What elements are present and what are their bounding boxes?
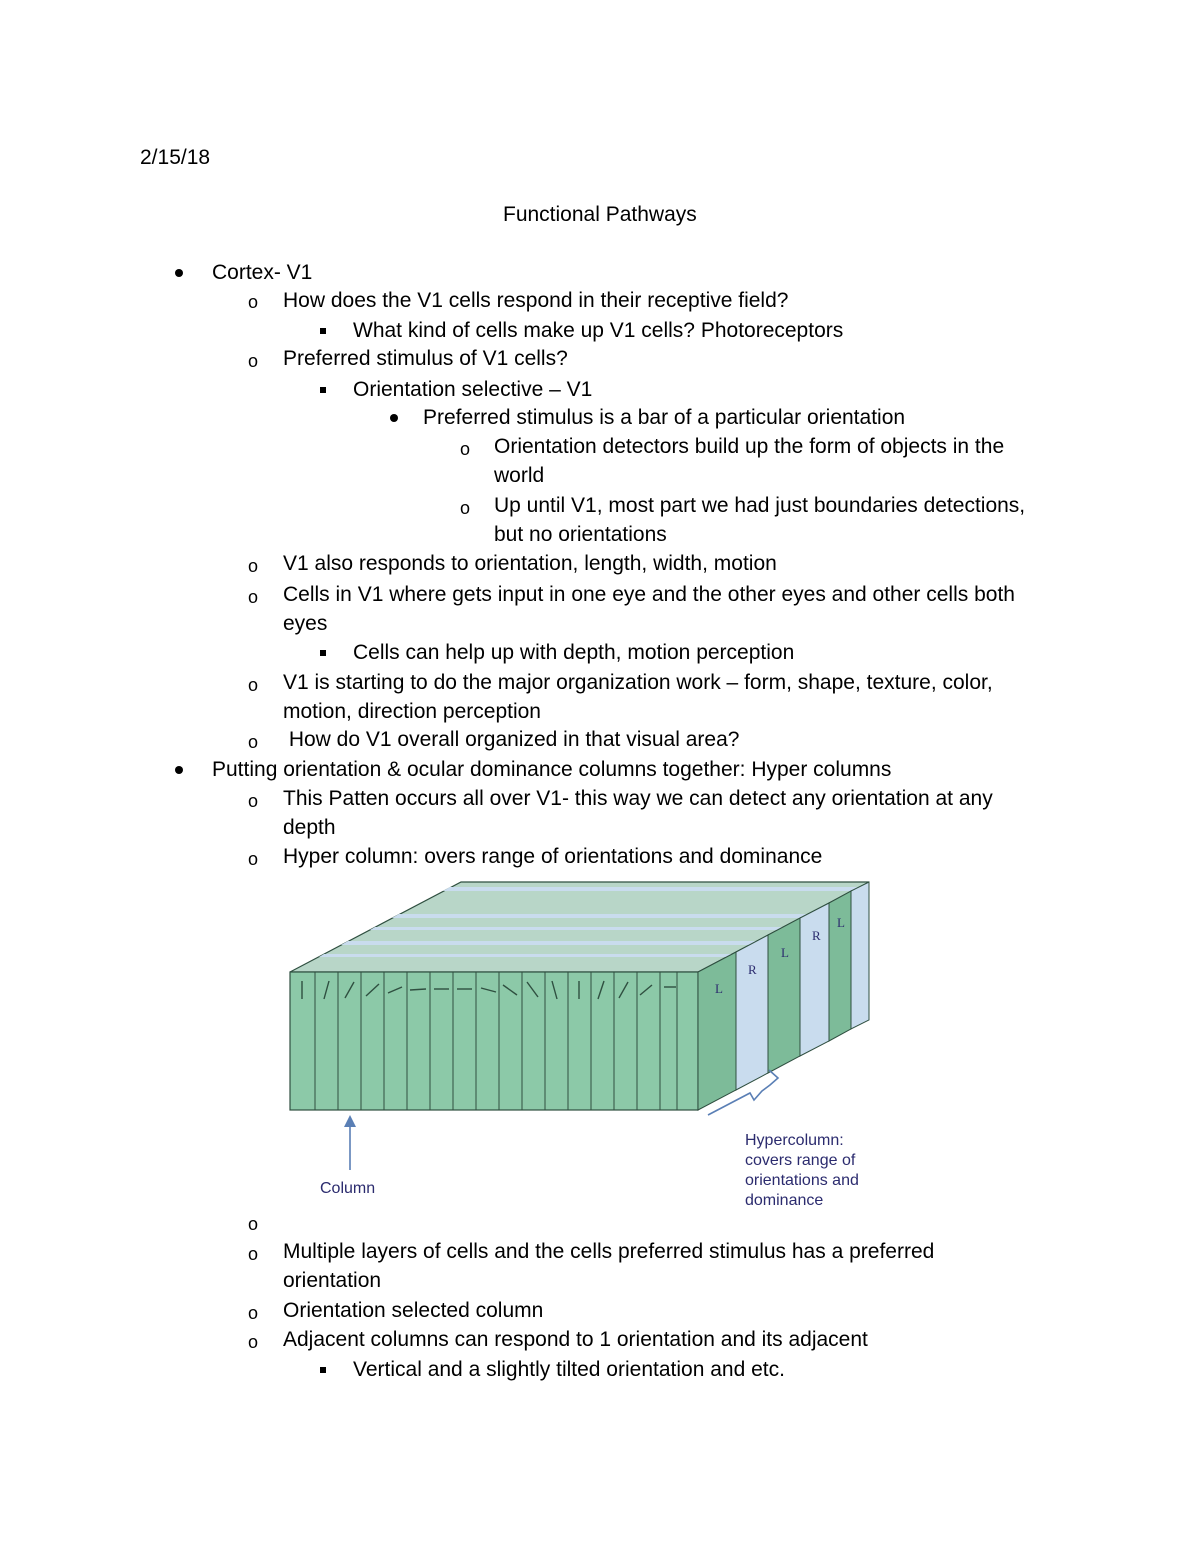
list-item: eyes bbox=[283, 612, 328, 635]
bullet-circle: o bbox=[248, 1332, 259, 1352]
bullet-circle: o bbox=[248, 732, 259, 752]
eye-label: L bbox=[715, 981, 723, 996]
hypercolumn-diagram bbox=[284, 875, 890, 1215]
list-item: Cortex- V1 bbox=[212, 261, 313, 284]
list-item: Orientation detectors build up the form of objects in the bbox=[494, 435, 1005, 458]
list-item: Hyper column: overs range of orientations and dominance bbox=[283, 845, 823, 868]
bullet-circle: o bbox=[248, 849, 259, 869]
list-item: Adjacent columns can respond to 1 orientation and its adjacent bbox=[283, 1328, 868, 1351]
list-item: What kind of cells make up V1 cells? Photoreceptors bbox=[353, 319, 844, 342]
side-stripe-blue bbox=[736, 935, 768, 1090]
list-item: How does the V1 cells respond in their receptive field? bbox=[283, 289, 789, 312]
side-stripe-blue bbox=[800, 903, 829, 1056]
list-item: depth bbox=[283, 816, 336, 839]
side-stripe-green bbox=[768, 918, 800, 1073]
side-stripe-blue bbox=[851, 882, 869, 1029]
page-title: Functional Pathways bbox=[503, 203, 697, 226]
hypercolumn-label: orientations and bbox=[745, 1172, 859, 1189]
bullet-dot bbox=[175, 766, 183, 774]
bullet-dot bbox=[175, 269, 183, 277]
bullet-circle: o bbox=[248, 351, 259, 371]
eye-label: R bbox=[812, 928, 821, 943]
hypercolumn-label: Hypercolumn: bbox=[745, 1132, 844, 1149]
list-item: V1 is starting to do the major organization work – form, shape, texture, color, bbox=[283, 671, 993, 694]
list-item: How do V1 overall organized in that visual area? bbox=[283, 728, 740, 751]
top-stripe bbox=[443, 887, 858, 891]
hypercolumn-label: covers range of bbox=[745, 1152, 856, 1169]
list-item: V1 also responds to orientation, length, width, motion bbox=[283, 552, 777, 575]
top-stripe bbox=[392, 914, 807, 918]
list-item: but no orientations bbox=[494, 523, 667, 546]
bullet-square bbox=[320, 1367, 326, 1373]
top-stripe bbox=[370, 927, 783, 930]
column-label: Column bbox=[320, 1180, 376, 1197]
list-item: orientation bbox=[283, 1269, 382, 1292]
bullet-square bbox=[320, 650, 326, 656]
top-stripe bbox=[319, 954, 732, 957]
bullet-circle: o bbox=[460, 439, 471, 459]
list-item: Vertical and a slightly tilted orientation and etc. bbox=[353, 1358, 785, 1381]
list-item: motion, direction perception bbox=[283, 700, 541, 723]
bullet-circle: o bbox=[248, 675, 259, 695]
list-item: Preferred stimulus is a bar of a particular orientation bbox=[423, 406, 906, 429]
bullet-circle: o bbox=[248, 791, 259, 811]
bullet-circle: o bbox=[248, 587, 259, 607]
hypercolumn-label: dominance bbox=[745, 1192, 824, 1209]
list-item: world bbox=[494, 464, 545, 487]
bullet-square bbox=[320, 328, 326, 334]
list-item: Cells can help up with depth, motion perception bbox=[353, 641, 795, 664]
list-item: Putting orientation & ocular dominance columns together: Hyper columns bbox=[212, 758, 892, 781]
list-item: Up until V1, most part we had just boundaries detections, bbox=[494, 494, 1026, 517]
date: 2/15/18 bbox=[140, 146, 211, 169]
bullet-circle: o bbox=[460, 498, 471, 518]
list-item: Cells in V1 where gets input in one eye and the other eyes and other cells both bbox=[283, 583, 1015, 606]
bullet-circle: o bbox=[248, 1244, 259, 1264]
bullet-dot bbox=[390, 414, 398, 422]
bullet-circle: o bbox=[248, 556, 259, 576]
side-stripe-green bbox=[698, 952, 736, 1110]
top-stripe bbox=[341, 941, 756, 945]
bullet-circle: o bbox=[248, 292, 259, 312]
list-item: Orientation selective – V1 bbox=[353, 378, 593, 401]
list-item: Multiple layers of cells and the cells preferred stimulus has a preferred bbox=[283, 1240, 935, 1263]
bullet-circle: o bbox=[248, 1303, 259, 1323]
list-item: Preferred stimulus of V1 cells? bbox=[283, 347, 568, 370]
list-item: This Patten occurs all over V1- this way we can detect any orientation at any bbox=[283, 787, 993, 810]
bullet-square bbox=[320, 387, 326, 393]
eye-label: L bbox=[781, 945, 789, 960]
list-item: Orientation selected column bbox=[283, 1299, 544, 1322]
eye-label: L bbox=[837, 915, 845, 930]
eye-label: R bbox=[748, 962, 757, 977]
bullet-circle: o bbox=[248, 1214, 259, 1234]
side-stripe-green bbox=[829, 891, 851, 1041]
